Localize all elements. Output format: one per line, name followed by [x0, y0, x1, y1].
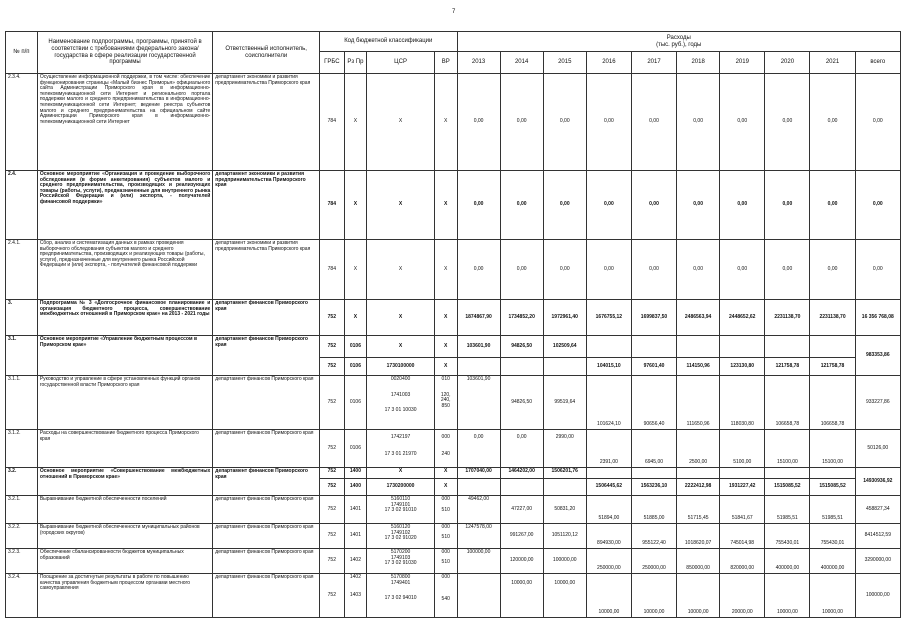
cell-value: 0,00	[543, 240, 586, 300]
cell-value: 250000,00	[586, 549, 631, 574]
cell-value	[543, 358, 586, 376]
cell-value	[765, 468, 810, 479]
cell-value: 47227,00	[500, 496, 543, 524]
cell-total: 14930936,92	[855, 468, 900, 496]
cell-value: 0,00	[720, 171, 765, 240]
cell-value: 0,00	[457, 171, 500, 240]
cell-value: 0,00	[586, 171, 631, 240]
cell-csr: X	[367, 336, 435, 358]
cell-total: 0,00	[855, 240, 900, 300]
header-year: 2017	[631, 52, 676, 74]
table-row	[6, 430, 901, 468]
cell-value: 120000,00	[500, 549, 543, 574]
header-year: 2021	[810, 52, 855, 74]
table-row	[6, 376, 901, 430]
header-executor: Ответственный исполнитель, соисполнители	[213, 32, 320, 74]
cell-grbs: 752	[320, 479, 345, 496]
row-executor: департамент финансов Приморского края	[213, 336, 320, 376]
page-number: 7	[452, 9, 456, 15]
cell-value: 0,00	[677, 74, 720, 171]
cell-value	[631, 336, 676, 358]
csr-code: 17 3 01 21970	[384, 450, 417, 457]
header-csr: ЦСР	[367, 52, 435, 74]
cell-value: 1931227,42	[720, 479, 765, 496]
row-name: Руководство и управление в сфере установленных функций органов государственной власти Приморского края	[37, 376, 212, 430]
vr-code: 010	[441, 376, 450, 382]
vr-code: 120,	[440, 391, 451, 398]
cell-grbs: 752	[320, 524, 345, 549]
cell-total: 933227,86	[855, 376, 900, 430]
cell-rzpr: 0106	[344, 336, 367, 358]
cell-vr	[434, 549, 457, 574]
cell-value: 15100,00	[765, 430, 810, 468]
row-name: Расходы на совершенствование бюджетного процесса Приморского края	[37, 430, 212, 468]
header-num: № п/п	[6, 32, 38, 74]
vr-code: 240	[441, 450, 450, 457]
row-num: 3.2.	[6, 468, 38, 496]
cell-vr: X	[434, 300, 457, 336]
cell-value	[500, 479, 543, 496]
header-budget-code: Код бюджетной классификации	[320, 32, 458, 52]
cell-value: 1676755,12	[586, 300, 631, 336]
cell-value: 10000,00	[677, 574, 720, 618]
cell-value: 1018620,07	[677, 524, 720, 549]
cell-value: 1506201,76	[543, 468, 586, 479]
cell-value: 0,00	[765, 240, 810, 300]
csr-code: 1742197	[390, 434, 411, 440]
row-num: 3.1.1.	[6, 376, 38, 430]
cell-value: 1506445,62	[586, 479, 631, 496]
cell-vr: X	[434, 240, 457, 300]
row-executor: департамент экономики и развития предпринимательства Приморского края	[213, 74, 320, 171]
table-row	[6, 171, 901, 240]
cell-value: 104015,10	[586, 358, 631, 376]
cell-value	[720, 468, 765, 479]
cell-value: 0,00	[765, 74, 810, 171]
table-row	[6, 549, 901, 574]
csr-code: 1749102	[390, 529, 411, 536]
cell-value: 0,00	[765, 171, 810, 240]
cell-value: 90656,40	[631, 376, 676, 430]
cell-value: 123130,80	[720, 358, 765, 376]
cell-rzpr: 0106	[344, 358, 367, 376]
row-executor: департамент финансов Приморского края	[213, 496, 320, 524]
cell-value: 97601,40	[631, 358, 676, 376]
row-executor: департамент финансов Приморского края	[213, 430, 320, 468]
header-year: 2020	[765, 52, 810, 74]
row-name: Обеспечение сбалансированности бюджетов муниципальных образований	[37, 549, 212, 574]
row-name: Осуществление информационной поддержки, в том числе: обеспечение функционирования страницы «Малый бизнес Приморья» официального сайта Администрации Приморского края в информационно-телекоммуникационной сети Интернет и регионального портала поддержки малого и среднего предпринимательства в информационно-телекоммуникационной сети Интернет; ведение реестра субъектов малого и среднего предпринимательства на официальном сайте Администрации Приморского края в информационно-телекоммуникационной сети Интернет	[37, 74, 212, 171]
cell-value: 121758,78	[810, 358, 855, 376]
cell-value: 106658,78	[810, 376, 855, 430]
cell-total: 100000,00	[855, 574, 900, 618]
cell-value: 1051120,12	[543, 524, 586, 549]
vr-code: 240, 850	[440, 397, 451, 409]
vr-code: 540	[441, 595, 450, 602]
cell-grbs: 752	[320, 336, 345, 358]
row-name: Основное мероприятие «Управление бюджетным процессом в Приморском крае»	[37, 336, 212, 376]
cell-value: 51841,67	[720, 496, 765, 524]
header-year: 2019	[720, 52, 765, 74]
cell-value: 0,00	[677, 240, 720, 300]
row-num: 2.4.1.	[6, 240, 38, 300]
cell-value: 400000,00	[765, 549, 810, 574]
row-name: Основное мероприятие «Совершенствование межбюджетных отношений в Приморском крае»	[37, 468, 212, 496]
cell-value: 1515085,52	[765, 479, 810, 496]
cell-rzpr: 1402	[344, 549, 367, 574]
header-year: 2014	[500, 52, 543, 74]
row-num: 3.	[6, 300, 38, 336]
cell-rzpr: X	[344, 300, 367, 336]
table-row	[6, 496, 901, 524]
cell-vr	[434, 376, 457, 430]
cell-value: 51985,51	[810, 496, 855, 524]
cell-value: 0,00	[677, 171, 720, 240]
cell-value: 745014,98	[720, 524, 765, 549]
table-row	[6, 240, 901, 300]
cell-total: 3290000,00	[855, 549, 900, 574]
cell-grbs: 752	[320, 376, 345, 430]
cell-value	[586, 468, 631, 479]
table-row	[6, 524, 901, 549]
cell-value	[677, 336, 720, 358]
cell-value: 0,00	[500, 430, 543, 468]
cell-value: 0,00	[631, 74, 676, 171]
cell-grbs: 752	[320, 468, 345, 479]
cell-csr	[367, 376, 435, 430]
cell-csr: X	[367, 468, 435, 479]
cell-value: 20000,00	[720, 574, 765, 618]
cell-value: 755430,01	[810, 524, 855, 549]
row-name: Выравнивание бюджетной обеспеченности поселений	[37, 496, 212, 524]
row-name: Выравнивание бюджетной обеспеченности муниципальных районов (городских округов)	[37, 524, 212, 549]
csr-code: 1741003	[390, 391, 411, 398]
cell-value: 1874867,90	[457, 300, 500, 336]
cell-rzpr: X	[344, 240, 367, 300]
cell-value	[677, 468, 720, 479]
cell-rzpr: 1401	[344, 524, 367, 549]
csr-code: 1749101	[390, 501, 411, 508]
cell-value: 2990,00	[543, 430, 586, 468]
cell-csr	[367, 574, 435, 618]
cell-csr: 1730200000	[367, 479, 435, 496]
cell-value: 101624,10	[586, 376, 631, 430]
cell-value: 118030,80	[720, 376, 765, 430]
cell-grbs: 752	[320, 496, 345, 524]
header-grbs: ГРБС	[320, 52, 345, 74]
csr-code: 17 3 02 91010	[384, 507, 417, 514]
row-num: 3.1.	[6, 336, 38, 376]
cell-value: 2391,00	[586, 430, 631, 468]
cell-csr	[367, 549, 435, 574]
csr-code: 5160110	[391, 496, 411, 502]
cell-grbs: 752	[320, 358, 345, 376]
cell-total: 0,00	[855, 74, 900, 171]
budget-table	[5, 31, 901, 618]
row-num: 3.2.2.	[6, 524, 38, 549]
row-executor: департамент финансов Приморского края	[213, 300, 320, 336]
vr-code: 000	[441, 496, 450, 502]
cell-value: 10000,00	[631, 574, 676, 618]
cell-value: 111650,96	[677, 376, 720, 430]
csr-code: 17 3 02 91020	[384, 535, 417, 542]
cell-value: 94826,50	[500, 376, 543, 430]
cell-value: 1247578,00	[457, 524, 500, 549]
cell-value: 0,00	[810, 240, 855, 300]
row-executor: департамент экономики и развития предпринимательства Приморского края	[213, 240, 320, 300]
cell-total: 458827,34	[855, 496, 900, 524]
cell-grbs: 784	[320, 171, 345, 240]
cell-value	[457, 358, 500, 376]
vr-code: 000	[441, 549, 450, 555]
rzpr-code: 1403	[349, 591, 361, 598]
row-name: Подпрограмма № 3 «Долгосрочное финансовое планирование и организация бюджетного процесса, совершенствование межбюджетных отношений в Приморском крае» на 2013 - 2021 годы	[37, 300, 212, 336]
csr-code: 17 3 02 94010	[384, 595, 417, 602]
header-total: всего	[855, 52, 900, 74]
cell-vr: X	[434, 171, 457, 240]
cell-total: 50126,00	[855, 430, 900, 468]
csr-code: 1749103	[390, 554, 411, 561]
header-year: 2013	[457, 52, 500, 74]
cell-value: 2231138,70	[765, 300, 810, 336]
table-row	[6, 574, 901, 618]
cell-vr: X	[434, 479, 457, 496]
cell-csr: 1730100000	[367, 358, 435, 376]
row-num: 2.3.4.	[6, 74, 38, 171]
cell-total: 0,00	[855, 171, 900, 240]
cell-value: 100000,00	[457, 549, 500, 574]
row-num: 3.1.2.	[6, 430, 38, 468]
header-vr: ВР	[434, 52, 457, 74]
cell-total: 8414512,59	[855, 524, 900, 549]
cell-value: 50831,20	[543, 496, 586, 524]
cell-value: 0,00	[720, 74, 765, 171]
cell-value: 991267,00	[500, 524, 543, 549]
cell-value: 0,00	[810, 74, 855, 171]
cell-value: 1972961,40	[543, 300, 586, 336]
table-row	[6, 336, 901, 358]
cell-value: 0,00	[457, 430, 500, 468]
row-name: Основное мероприятие «Организация и проведение выборочного обследования (в форме анкетирования) субъектов малого и среднего предпринимательства, производящих и реализующих товары (работы, услуги), предназначенные для внутреннего рынка Российской Федерации и (или) экспорта, - получателей финансовой поддержки»	[37, 171, 212, 240]
cell-csr: X	[367, 240, 435, 300]
table-row	[6, 74, 901, 171]
cell-rzpr: 1400	[344, 468, 367, 479]
cell-vr: X	[434, 336, 457, 358]
cell-value: 51885,00	[631, 496, 676, 524]
cell-value: 51894,00	[586, 496, 631, 524]
table-row	[6, 468, 901, 479]
cell-vr	[434, 574, 457, 618]
csr-code: 17 3 02 91030	[384, 560, 417, 567]
cell-grbs: 784	[320, 240, 345, 300]
cell-csr	[367, 524, 435, 549]
cell-value: 94826,50	[500, 336, 543, 358]
cell-value: 106658,78	[765, 376, 810, 430]
header-expenses-title: Расходы	[666, 34, 691, 41]
cell-vr: X	[434, 468, 457, 479]
row-executor: департамент финансов Приморского края	[213, 524, 320, 549]
cell-value: 5100,00	[720, 430, 765, 468]
cell-value: 51985,51	[765, 496, 810, 524]
cell-value: 0,00	[500, 171, 543, 240]
cell-csr	[367, 496, 435, 524]
cell-value: 6945,00	[631, 430, 676, 468]
row-executor: департамент финансов Приморского края	[213, 468, 320, 496]
cell-value: 400000,00	[810, 549, 855, 574]
cell-value: 99519,64	[543, 376, 586, 430]
vr-code: 000	[441, 524, 450, 530]
cell-value	[586, 336, 631, 358]
cell-value: 0,00	[810, 171, 855, 240]
row-num: 3.2.3.	[6, 549, 38, 574]
cell-vr	[434, 524, 457, 549]
cell-value	[543, 479, 586, 496]
cell-value: 15100,00	[810, 430, 855, 468]
cell-value	[631, 468, 676, 479]
csr-code: 1749401	[390, 579, 411, 586]
cell-rzpr: X	[344, 171, 367, 240]
vr-code: 000	[441, 434, 450, 440]
cell-value: 0,00	[500, 240, 543, 300]
cell-rzpr: 0106	[344, 430, 367, 468]
row-executor: департамент финансов Приморского края	[213, 376, 320, 430]
cell-value: 102509,64	[543, 336, 586, 358]
cell-value: 1707040,00	[457, 468, 500, 479]
cell-value: 0,00	[631, 171, 676, 240]
cell-value	[720, 336, 765, 358]
cell-vr	[434, 430, 457, 468]
cell-value: 100000,00	[543, 549, 586, 574]
vr-code: 510	[441, 533, 450, 540]
cell-value: 894930,00	[586, 524, 631, 549]
header-year: 2015	[543, 52, 586, 74]
vr-code: 510	[441, 558, 450, 565]
cell-grbs: 752	[320, 300, 345, 336]
rzpr-code: 1402	[349, 574, 361, 580]
cell-total: 983353,86	[855, 336, 900, 376]
cell-grbs: 784	[320, 74, 345, 171]
cell-value: 49462,00	[457, 496, 500, 524]
cell-value: 0,00	[543, 171, 586, 240]
csr-code: 0020400	[390, 376, 411, 382]
cell-value	[457, 574, 500, 618]
cell-value: 10000,00	[810, 574, 855, 618]
cell-value: 10000,00	[765, 574, 810, 618]
cell-value: 250000,00	[631, 549, 676, 574]
header-expenses-unit: (тыс. руб.), годы	[656, 41, 702, 48]
csr-code: 5170200	[390, 549, 411, 555]
cell-value: 1734852,20	[500, 300, 543, 336]
cell-value	[810, 468, 855, 479]
row-executor: департамент экономики и развития предпринимательства Приморского края	[213, 171, 320, 240]
cell-value: 955122,40	[631, 524, 676, 549]
cell-value: 0,00	[457, 74, 500, 171]
cell-value: 10000,00	[543, 574, 586, 618]
table-header	[6, 32, 901, 74]
cell-value: 10000,00	[586, 574, 631, 618]
csr-code: 5160120	[390, 524, 411, 530]
cell-total: 16 356 768,08	[855, 300, 900, 336]
cell-value: 10000,00	[500, 574, 543, 618]
cell-value: 2231138,70	[810, 300, 855, 336]
cell-value: 51715,45	[677, 496, 720, 524]
header-expenses	[457, 32, 900, 52]
cell-value: 2500,00	[677, 430, 720, 468]
cell-value: 121758,78	[765, 358, 810, 376]
cell-value: 0,00	[500, 74, 543, 171]
row-name: Сбор, анализ и систематизация данных в рамках проведения выборочного обследования субъектов малого и среднего предпринимательства, производящих и реализующих товары (работы, услуги), предназначенные для внутреннего рынка Российской Федерации и (или) экспорта, - получателей финансовой поддержки	[37, 240, 212, 300]
cell-value: 820000,00	[720, 549, 765, 574]
cell-value: 1464202,00	[500, 468, 543, 479]
cell-value: 1515085,52	[810, 479, 855, 496]
vr-code: 000	[441, 574, 450, 580]
cell-rzpr	[344, 574, 367, 618]
header-year: 2018	[677, 52, 720, 74]
row-executor: департамент финансов Приморского края	[213, 574, 320, 618]
table-row	[6, 300, 901, 336]
cell-value	[810, 336, 855, 358]
header-name: Наименование подпрограммы, программы, принятой в соответствии с требованиями федерального закона/государства в сфере реализации государственной программы	[37, 32, 212, 74]
cell-csr: X	[367, 171, 435, 240]
cell-rzpr: 0106	[344, 376, 367, 430]
cell-vr: X	[434, 74, 457, 171]
cell-value	[500, 358, 543, 376]
cell-value: 0,00	[586, 74, 631, 171]
cell-value: 103601,90	[457, 376, 500, 430]
row-num: 2.4.	[6, 171, 38, 240]
csr-code: 17 3 01 10030	[384, 407, 417, 414]
cell-value: 2448652,62	[720, 300, 765, 336]
csr-code: 5170800	[390, 574, 411, 580]
row-name: Поощрение за достигнутые результаты в работе по повышению качества управления бюджетным процессом органами местного самоуправления	[37, 574, 212, 618]
row-num: 3.2.4.	[6, 574, 38, 618]
cell-value: 755430,01	[765, 524, 810, 549]
cell-value	[765, 336, 810, 358]
cell-value: 0,00	[457, 240, 500, 300]
cell-vr	[434, 496, 457, 524]
cell-value: 0,00	[586, 240, 631, 300]
cell-csr: X	[367, 300, 435, 336]
cell-value: 1699837,50	[631, 300, 676, 336]
cell-value: 103601,90	[457, 336, 500, 358]
cell-csr: X	[367, 74, 435, 171]
header-rzpr: Рз Пр	[344, 52, 367, 74]
cell-vr: X	[434, 358, 457, 376]
row-num: 3.2.1.	[6, 496, 38, 524]
cell-value: 0,00	[543, 74, 586, 171]
cell-rzpr: 1401	[344, 496, 367, 524]
cell-rzpr: X	[344, 74, 367, 171]
vr-code: 510	[441, 506, 450, 513]
cell-value: 1563236,10	[631, 479, 676, 496]
cell-value: 2222412,98	[677, 479, 720, 496]
cell-rzpr: 1400	[344, 479, 367, 496]
cell-value: 0,00	[720, 240, 765, 300]
cell-value: 2486563,94	[677, 300, 720, 336]
cell-value	[457, 479, 500, 496]
row-executor: департамент финансов Приморского края	[213, 549, 320, 574]
header-year: 2016	[586, 52, 631, 74]
cell-value: 850000,00	[677, 549, 720, 574]
cell-grbs: 752	[320, 574, 345, 618]
cell-grbs: 752	[320, 549, 345, 574]
cell-csr	[367, 430, 435, 468]
cell-grbs: 752	[320, 430, 345, 468]
cell-value: 0,00	[631, 240, 676, 300]
cell-value: 114150,96	[677, 358, 720, 376]
